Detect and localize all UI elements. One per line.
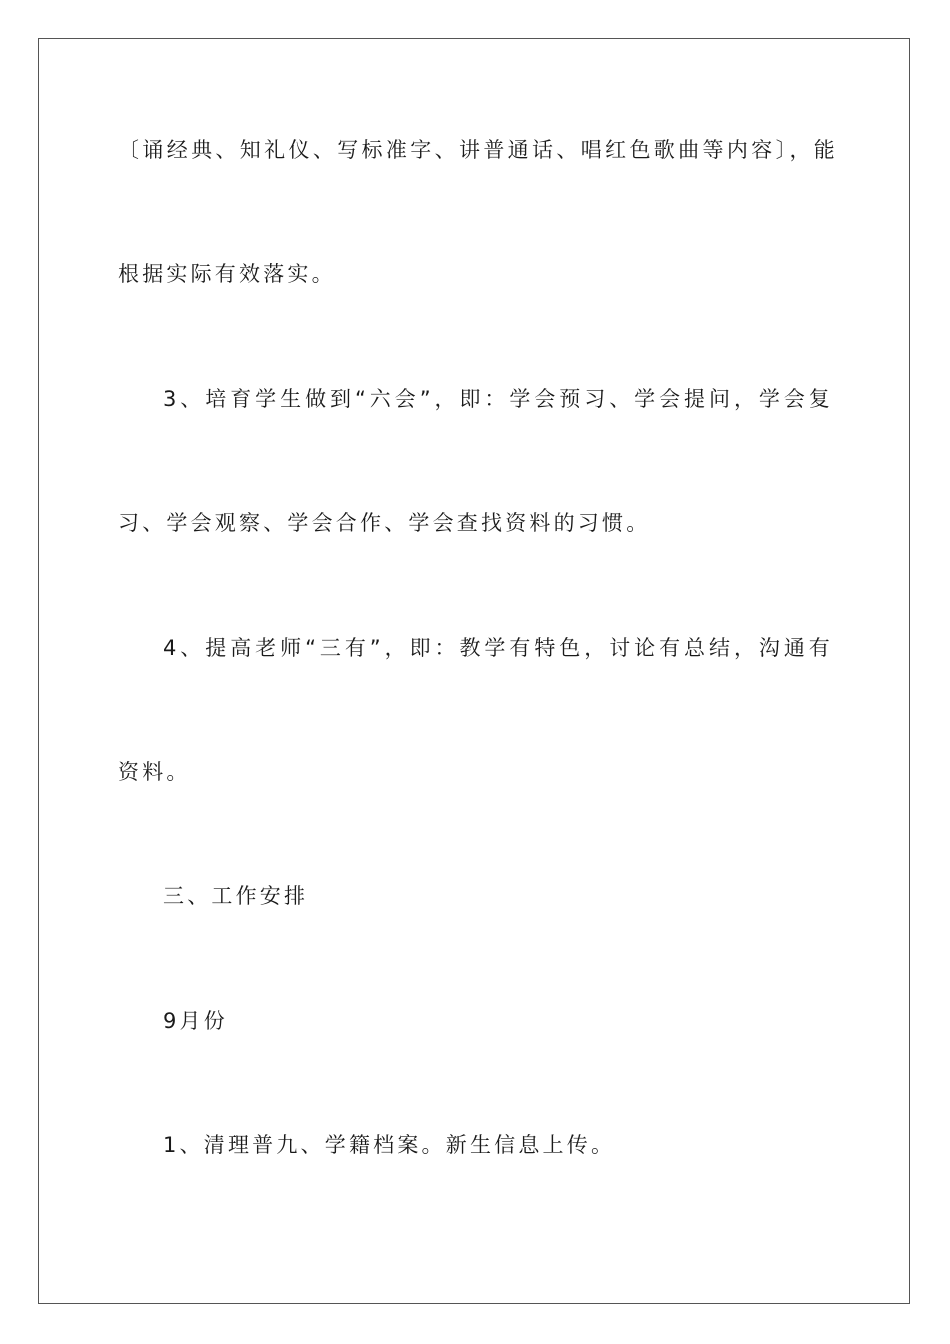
- list-item: 1、清理普九、学籍档案。新生信息上传。: [163, 1133, 616, 1157]
- paragraph-line: 3、培育学生做到“六会”，即：学会预习、学会提问，学会复: [163, 387, 833, 411]
- section-heading: 三、工作安排: [163, 884, 309, 908]
- paragraph-line: 〔诵经典、知礼仪、写标准字、讲普通话、唱红色歌曲等内容〕，能: [118, 138, 838, 162]
- paragraph-line: 资料。: [118, 760, 191, 784]
- page-frame: [38, 38, 910, 1304]
- paragraph-line: 习、学会观察、学会合作、学会查找资料的习惯。: [118, 511, 651, 535]
- paragraph-line: 根据实际有效落实。: [118, 262, 336, 286]
- paragraph-line: 4、提高老师“三有”，即：教学有特色，讨论有总结，沟通有: [163, 636, 833, 660]
- month-heading: 9月份: [163, 1009, 228, 1033]
